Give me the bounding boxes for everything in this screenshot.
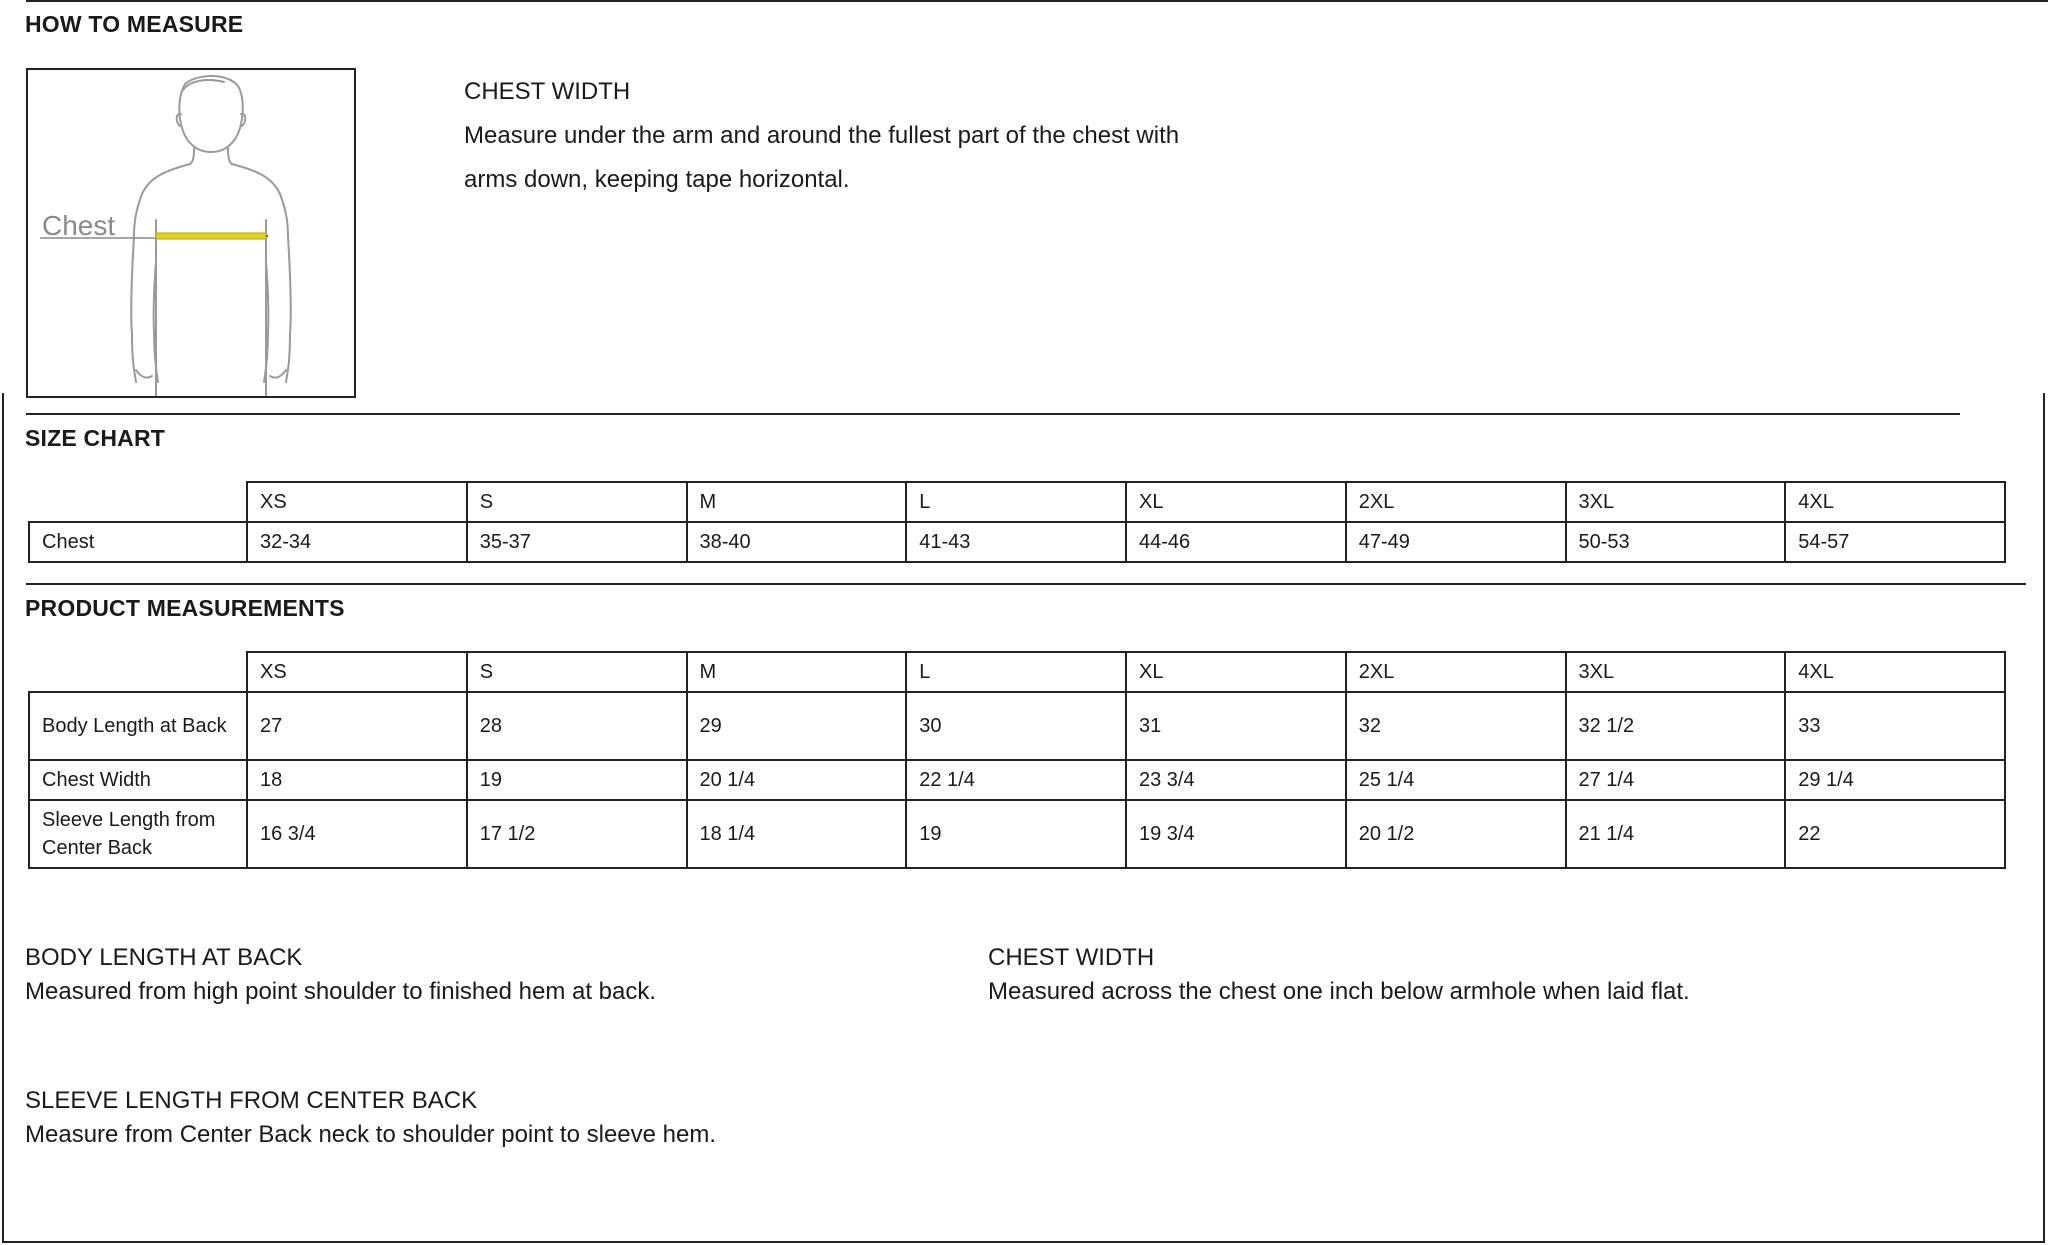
size-header-cell: S <box>467 652 687 692</box>
size-header-cell: 4XL <box>1785 482 2005 522</box>
row-sleeve-length <box>29 800 2005 868</box>
row-label: Sleeve Length from Center Back <box>29 800 247 868</box>
body-length-note-title: BODY LENGTH AT BACK <box>25 944 303 971</box>
chest-width-note-text: Measured across the chest one inch below armhole when laid flat. <box>988 978 1690 1005</box>
sleeve-length-note-title: SLEEVE LENGTH FROM CENTER BACK <box>25 1087 478 1114</box>
size-header-cell: 4XL <box>1785 652 2005 692</box>
size-chart-table <box>28 481 2006 563</box>
size-row-chest <box>29 522 2005 562</box>
table-cell: 22 <box>1785 800 2005 868</box>
left-frame-line <box>2 393 4 1243</box>
table-cell: 32 1/2 <box>1566 692 1786 760</box>
chest-width-note-title: CHEST WIDTH <box>988 944 1155 971</box>
table-cell: 31 <box>1126 692 1346 760</box>
size-header-row <box>29 482 2005 522</box>
table-cell: 21 1/4 <box>1566 800 1786 868</box>
size-chart-divider <box>26 413 1960 415</box>
table-cell: 22 1/4 <box>906 760 1126 800</box>
table-cell: 32 <box>1346 692 1566 760</box>
size-header-row <box>29 652 2005 692</box>
corner-cell <box>29 652 247 692</box>
table-cell: 38-40 <box>687 522 907 562</box>
size-header-cell: XS <box>247 482 467 522</box>
row-label: Chest Width <box>29 760 247 800</box>
sleeve-length-note-text: Measure from Center Back neck to shoulder point to sleeve hem. <box>25 1121 717 1148</box>
how-to-measure-heading: HOW TO MEASURE <box>25 11 244 37</box>
table-cell: 30 <box>906 692 1126 760</box>
table-cell: 18 <box>247 760 467 800</box>
table-cell: 44-46 <box>1126 522 1346 562</box>
table-cell: 28 <box>467 692 687 760</box>
row-body-length <box>29 692 2005 760</box>
table-cell: 27 <box>247 692 467 760</box>
table-cell: 29 <box>687 692 907 760</box>
size-header-cell: M <box>687 652 907 692</box>
size-header-cell: 3XL <box>1566 482 1786 522</box>
size-header-cell: S <box>467 482 687 522</box>
table-cell: 27 1/4 <box>1566 760 1786 800</box>
table-cell: 20 1/4 <box>687 760 907 800</box>
row-chest-width <box>29 760 2005 800</box>
product-measurements-table <box>28 651 2006 869</box>
top-divider <box>26 0 2048 2</box>
row-label: Chest <box>29 522 247 562</box>
right-frame-line <box>2043 393 2045 1243</box>
table-cell: 41-43 <box>906 522 1126 562</box>
table-cell: 35-37 <box>467 522 687 562</box>
table-cell: 25 1/4 <box>1346 760 1566 800</box>
table-cell: 32-34 <box>247 522 467 562</box>
bottom-frame-line <box>2 1241 2045 1243</box>
table-cell: 23 3/4 <box>1126 760 1346 800</box>
size-header-cell: 2XL <box>1346 482 1566 522</box>
table-cell: 50-53 <box>1566 522 1786 562</box>
table-cell: 47-49 <box>1346 522 1566 562</box>
chest-width-title: CHEST WIDTH <box>464 78 631 105</box>
table-cell: 19 <box>906 800 1126 868</box>
table-cell: 19 3/4 <box>1126 800 1346 868</box>
corner-cell <box>29 482 247 522</box>
table-cell: 29 1/4 <box>1785 760 2005 800</box>
table-cell: 19 <box>467 760 687 800</box>
chest-figure-label: Chest <box>42 210 116 241</box>
size-header-cell: L <box>906 482 1126 522</box>
size-header-cell: M <box>687 482 907 522</box>
size-header-cell: 3XL <box>1566 652 1786 692</box>
size-header-cell: 2XL <box>1346 652 1566 692</box>
table-cell: 20 1/2 <box>1346 800 1566 868</box>
size-header-cell: XL <box>1126 482 1346 522</box>
product-measurements-heading: PRODUCT MEASUREMENTS <box>25 595 345 621</box>
body-length-note-text: Measured from high point shoulder to finished hem at back. <box>25 978 657 1005</box>
table-cell: 17 1/2 <box>467 800 687 868</box>
size-header-cell: L <box>906 652 1126 692</box>
row-label: Body Length at Back <box>29 692 247 760</box>
table-cell: 18 1/4 <box>687 800 907 868</box>
table-cell: 16 3/4 <box>247 800 467 868</box>
size-header-cell: XL <box>1126 652 1346 692</box>
table-cell: 54-57 <box>1785 522 2005 562</box>
size-chart-heading: SIZE CHART <box>25 425 165 451</box>
chest-width-instructions: Measure under the arm and around the fullest part of the chest with arms down, keeping tape horizontal. <box>464 122 1180 193</box>
chest-measurement-figure <box>26 68 356 398</box>
table-cell: 33 <box>1785 692 2005 760</box>
size-header-cell: XS <box>247 652 467 692</box>
product-measurements-divider <box>26 583 2026 585</box>
